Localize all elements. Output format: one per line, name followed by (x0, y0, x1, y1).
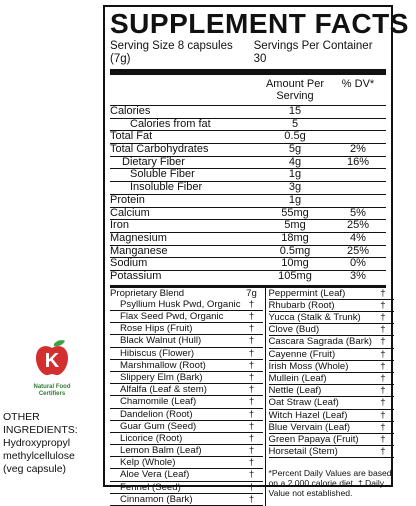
nutrient-amount: 3g (288, 181, 302, 194)
nutrient-name: Iron (110, 219, 129, 232)
blend-ingredient-row (269, 300, 394, 312)
blend-ingredient-name: Aloe Vera (Leaf) (120, 469, 190, 481)
nutrient-row (110, 130, 386, 143)
blend-ingredient-row (110, 372, 263, 384)
nutrient-name: Total Carbohydrates (110, 143, 209, 156)
nutrient-amount: 5 (291, 117, 299, 130)
nutrient-name: Calories (110, 105, 151, 117)
serving-size: Serving Size 8 capsules (7g) (110, 40, 233, 65)
nutrient-name: Manganese (110, 244, 168, 257)
blend-ingredient-row (110, 457, 263, 469)
blend-ingredient-row (110, 409, 263, 421)
dagger-mark: † (248, 432, 255, 444)
nutrient-daily-value (330, 106, 386, 118)
blend-amount: 7g (246, 287, 257, 299)
dagger-mark: † (380, 360, 386, 372)
blend-ingredient-name: Psyllium Husk Pwd, Organic (120, 298, 241, 310)
nutrient-amount: 4g (288, 155, 302, 168)
blend-ingredient-row (269, 336, 394, 348)
blend-ingredient-row (269, 446, 394, 458)
dagger-mark: † (248, 469, 255, 481)
dagger-mark: † (380, 324, 386, 336)
amount-per-serving-header: Amount Per Serving (265, 78, 325, 102)
nutrient-amount: 15 (288, 105, 302, 117)
nutrient-daily-value (330, 182, 386, 194)
blend-ingredient-name: Cinnamon (Bark) (120, 493, 193, 505)
nutrient-daily-value: 25% (346, 244, 370, 257)
nutrient-name: Potassium (110, 269, 162, 282)
nutrient-amount: 10mg (281, 257, 309, 270)
serving-line (110, 40, 386, 66)
nutrient-name: Calories from fat (130, 117, 211, 130)
blend-ingredient-name: Rose Hips (Fruit) (120, 323, 193, 335)
blend-ingredient-row (110, 348, 263, 360)
nutrient-amount: 55mg (281, 206, 309, 219)
blend-ingredient-row (110, 335, 263, 347)
blend-ingredient-name: Dandelion (Root) (120, 408, 193, 420)
nutrient-daily-value (330, 169, 386, 181)
dagger-mark: † (380, 348, 386, 360)
blend-right-column (266, 288, 394, 506)
natural-food-certifiers-badge (32, 338, 72, 397)
blend-ingredient-row (110, 482, 263, 494)
blend-ingredient-row (110, 494, 263, 506)
dagger-mark: † (248, 335, 255, 347)
dagger-mark: † (248, 384, 255, 396)
blend-ingredient-row (269, 397, 394, 409)
blend-ingredient-name: Clove (Bud) (268, 324, 320, 336)
nutrient-row (110, 232, 386, 245)
blend-ingredient-row (110, 445, 263, 457)
blend-ingredient-name: Flax Seed Pwd, Organic (120, 311, 224, 322)
blend-ingredient-name: Rhubarb (Root) (268, 299, 335, 311)
dagger-mark: † (380, 336, 386, 348)
dagger-mark: † (248, 493, 255, 505)
blend-ingredient-name: Green Papaya (Fruit) (268, 433, 359, 445)
supplement-facts-panel (103, 5, 409, 505)
panel-title: SUPPLEMENT FACTS (110, 8, 409, 39)
nutrient-row (110, 219, 386, 232)
dagger-mark: † (380, 287, 386, 299)
blend-ingredient-name: Black Walnut (Hull) (120, 335, 202, 347)
blend-ingredient-row (269, 422, 394, 434)
dagger-mark: † (380, 409, 386, 421)
nutrient-row (110, 181, 386, 194)
blend-ingredient-name: Kelp (Whole) (120, 457, 176, 469)
nutrient-row (110, 105, 386, 118)
blend-ingredient-row (269, 410, 394, 422)
nutrient-row (110, 118, 386, 131)
blend-ingredient-row (110, 433, 263, 445)
blend-ingredient-name: Irish Moss (Whole) (268, 360, 349, 372)
nutrient-row (110, 207, 386, 220)
other-ingredients (3, 411, 78, 476)
blend-ingredient-name: Alfalfa (Leaf & stem) (120, 384, 207, 396)
dagger-mark: † (248, 311, 255, 322)
nutrient-daily-value: 5% (350, 206, 366, 219)
nutrient-daily-value (330, 119, 386, 131)
other-ingredients-line-1: Hydroxypropyl (3, 437, 71, 449)
other-ingredients-heading-2: INGREDIENTS: (3, 424, 78, 436)
nutrient-row (110, 168, 386, 181)
blend-ingredient-row (269, 349, 394, 361)
nutrient-row (110, 194, 386, 207)
blend-ingredient-row (269, 288, 394, 300)
dagger-mark: † (248, 371, 255, 383)
other-ingredients-heading-1: OTHER (3, 411, 40, 423)
dagger-mark: † (380, 446, 386, 458)
blend-ingredient-row (110, 469, 263, 481)
badge-label-line2: Certifiers (38, 390, 66, 397)
nutrient-name: Dietary Fiber (122, 155, 185, 168)
blend-ingredient-name: Hibiscus (Flower) (120, 347, 195, 359)
dagger-mark: † (248, 323, 255, 335)
blend-ingredient-row (269, 324, 394, 336)
nutrient-name: Soluble Fiber (130, 168, 195, 181)
nutrient-amount: 5mg (284, 219, 306, 232)
blend-right-list (269, 288, 394, 459)
dagger-mark: † (248, 396, 255, 408)
blend-ingredient-row (269, 434, 394, 446)
daily-value-footnote: *Percent Daily Values are based on a 2,000 calorie diet. † Daily Value not established. (268, 468, 392, 499)
nutrient-amount: 105mg (278, 269, 312, 282)
blend-left-list (110, 299, 263, 506)
blend-ingredient-name: Fennel (Seed) (120, 481, 181, 493)
blend-ingredient-name: Mullein (Leaf) (268, 372, 327, 384)
blend-ingredient-name: Yucca (Stalk & Trunk) (268, 312, 361, 323)
dagger-mark: † (248, 457, 255, 469)
nutrient-amount: 1g (288, 168, 302, 181)
blend-ingredient-name: Cayenne (Fruit) (268, 348, 336, 360)
blend-ingredient-row (110, 384, 263, 396)
nutrient-row (110, 257, 386, 270)
blend-ingredient-name: Horsetail (Stem) (268, 446, 338, 458)
blend-title: Proprietary Blend (110, 287, 185, 299)
nutrient-daily-value: 4% (350, 231, 366, 244)
nutrient-daily-value: 2% (350, 143, 366, 156)
nutrient-row (110, 245, 386, 258)
other-ingredients-line-2: methylcellulose (3, 450, 75, 462)
nutrient-row (110, 156, 386, 169)
daily-value-header: % DV* (341, 78, 375, 90)
column-header (110, 75, 386, 105)
blend-ingredient-row (110, 311, 263, 323)
nutrient-daily-value (330, 131, 386, 143)
nutrient-amount: 1g (288, 193, 302, 206)
nutrient-name: Protein (110, 193, 145, 206)
nutrient-table (110, 105, 386, 283)
dagger-mark: † (248, 298, 255, 310)
nutrient-name: Sodium (110, 257, 148, 270)
blend-header (110, 288, 263, 299)
blend-ingredient-name: Chamomile (Leaf) (120, 396, 197, 408)
badge-label (32, 384, 72, 397)
blend-ingredient-name: Slippery Elm (Bark) (120, 371, 203, 383)
badge-label-line1: Natural Food (33, 384, 71, 390)
dagger-mark: † (380, 372, 386, 384)
blend-ingredient-row (269, 361, 394, 373)
blend-ingredient-name: Guar Gum (Seed) (120, 420, 197, 432)
dagger-mark: † (248, 359, 255, 371)
nutrient-daily-value: 25% (346, 219, 370, 232)
nutrient-row (110, 143, 386, 156)
blend-ingredient-name: Lemon Balm (Leaf) (120, 445, 202, 457)
nutrient-amount: 18mg (281, 231, 309, 244)
dagger-mark: † (248, 445, 255, 457)
servings-per-container: Servings Per Container 30 (253, 40, 373, 65)
badge-letter: K (44, 350, 60, 372)
dagger-mark: † (380, 433, 386, 445)
nutrient-row (110, 270, 386, 283)
nutrient-daily-value: 16% (346, 155, 370, 168)
other-ingredients-line-3: (veg capsule) (3, 463, 67, 475)
nutrient-name: Calcium (110, 206, 150, 219)
blend-ingredient-name: Peppermint (Leaf) (268, 287, 346, 299)
blend-ingredient-name: Nettle (Leaf) (268, 385, 322, 397)
dagger-mark: † (380, 312, 386, 323)
nutrient-name: Magnesium (110, 231, 167, 244)
dagger-mark: † (380, 385, 386, 397)
dagger-mark: † (380, 421, 386, 433)
dagger-mark: † (380, 397, 386, 409)
blend-ingredient-name: Blue Vervain (Leaf) (268, 421, 351, 433)
kosher-apple-icon (32, 338, 72, 378)
nutrient-daily-value (330, 195, 386, 207)
blend-ingredient-name: Marshmallow (Root) (120, 359, 206, 371)
nutrient-name: Total Fat (110, 130, 153, 143)
blend-ingredient-row (110, 421, 263, 433)
blend-ingredient-row (269, 385, 394, 397)
nutrient-name: Insoluble Fiber (130, 181, 203, 194)
dagger-mark: † (248, 347, 255, 359)
dagger-mark: † (248, 408, 255, 420)
dagger-mark: † (380, 299, 386, 311)
blend-ingredient-name: Licorice (Root) (120, 432, 183, 444)
nutrient-daily-value: 0% (350, 257, 366, 270)
dagger-mark: † (248, 420, 255, 432)
blend-ingredient-name: Cascara Sagrada (Bark) (268, 336, 372, 348)
nutrient-amount: 5g (288, 143, 302, 156)
blend-ingredient-name: Oat Straw (Leaf) (268, 397, 339, 409)
dagger-mark: † (248, 481, 255, 493)
blend-ingredient-row (269, 373, 394, 385)
nutrient-daily-value: 3% (350, 269, 366, 282)
proprietary-blend (110, 285, 392, 506)
blend-ingredient-row (110, 360, 263, 372)
nutrient-amount: 0.5g (284, 130, 306, 143)
blend-left-column (110, 288, 266, 506)
blend-ingredient-row (110, 323, 263, 335)
blend-ingredient-row (269, 312, 394, 324)
blend-ingredient-name: Witch Hazel (Leaf) (268, 409, 348, 421)
nutrient-amount: 0.5mg (279, 244, 311, 257)
blend-ingredient-row (110, 299, 263, 311)
blend-ingredient-row (110, 396, 263, 408)
